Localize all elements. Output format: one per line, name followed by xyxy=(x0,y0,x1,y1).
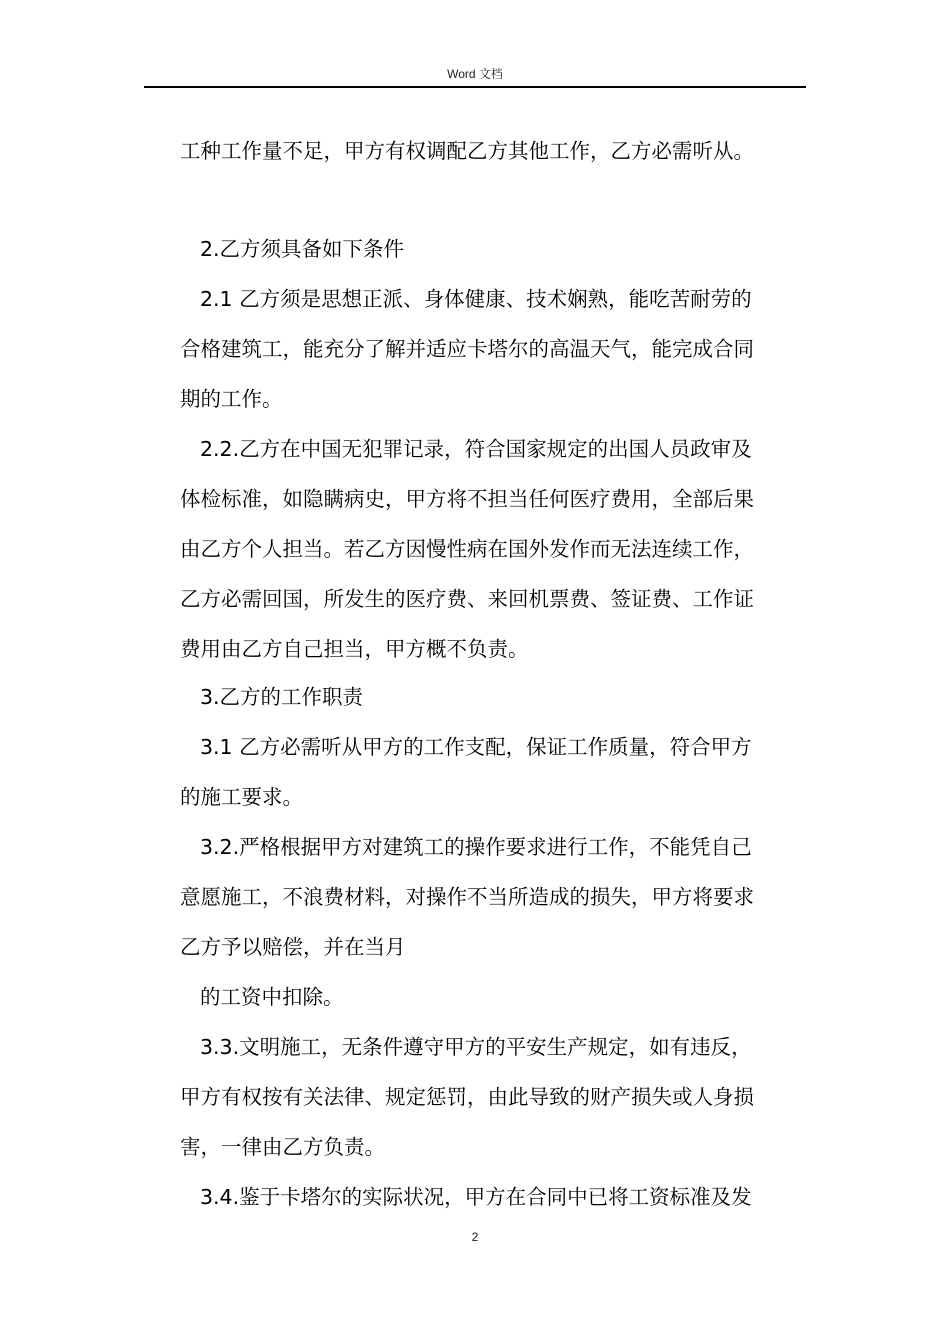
body-line: 费用由乙方自己担当，甲方概不负责。 xyxy=(180,637,529,661)
section-heading: 2.乙方须具备如下条件 xyxy=(200,237,405,261)
section-heading: 3.乙方的工作职责 xyxy=(200,685,364,709)
body-line: 3.3.文明施工，无条件遵守甲方的平安生产规定，如有违反， xyxy=(200,1035,752,1059)
body-line: 的工资中扣除。 xyxy=(200,985,344,1009)
header-divider xyxy=(144,86,806,88)
body-line: 甲方有权按有关法律、规定惩罚，由此导致的财产损失或人身损 xyxy=(180,1085,754,1109)
body-line: 3.1 乙方必需听从甲方的工作支配，保证工作质量，符合甲方 xyxy=(200,735,752,759)
page-number: 2 xyxy=(471,1230,479,1244)
body-line: 乙方予以赔偿，并在当月 xyxy=(180,935,406,959)
body-line: 由乙方个人担当。若乙方因慢性病在国外发作而无法连续工作， xyxy=(180,537,754,561)
body-line: 3.2.严格根据甲方对建筑工的操作要求进行工作，不能凭自己 xyxy=(200,835,752,859)
body-line: 期的工作。 xyxy=(180,387,283,411)
body-line: 2.2.乙方在中国无犯罪记录，符合国家规定的出国人员政审及 xyxy=(200,437,752,461)
body-line: 工种工作量不足，甲方有权调配乙方其他工作，乙方必需听从。 xyxy=(180,139,754,163)
header-title: Word 文档 xyxy=(447,67,503,81)
body-line: 的施工要求。 xyxy=(180,785,303,809)
body-line: 2.1 乙方须是思想正派、身体健康、技术娴熟，能吃苦耐劳的 xyxy=(200,287,752,311)
body-line: 体检标准，如隐瞒病史，甲方将不担当任何医疗费用，全部后果 xyxy=(180,487,754,511)
body-line: 3.4.鉴于卡塔尔的实际状况，甲方在合同中已将工资标准及发 xyxy=(200,1185,752,1209)
body-line: 乙方必需回国，所发生的医疗费、来回机票费、签证费、工作证 xyxy=(180,587,754,611)
body-line: 合格建筑工，能充分了解并适应卡塔尔的高温天气，能完成合同 xyxy=(180,337,754,361)
body-line: 意愿施工，不浪费材料，对操作不当所造成的损失，甲方将要求 xyxy=(180,885,754,909)
body-line: 害，一律由乙方负责。 xyxy=(180,1135,385,1159)
